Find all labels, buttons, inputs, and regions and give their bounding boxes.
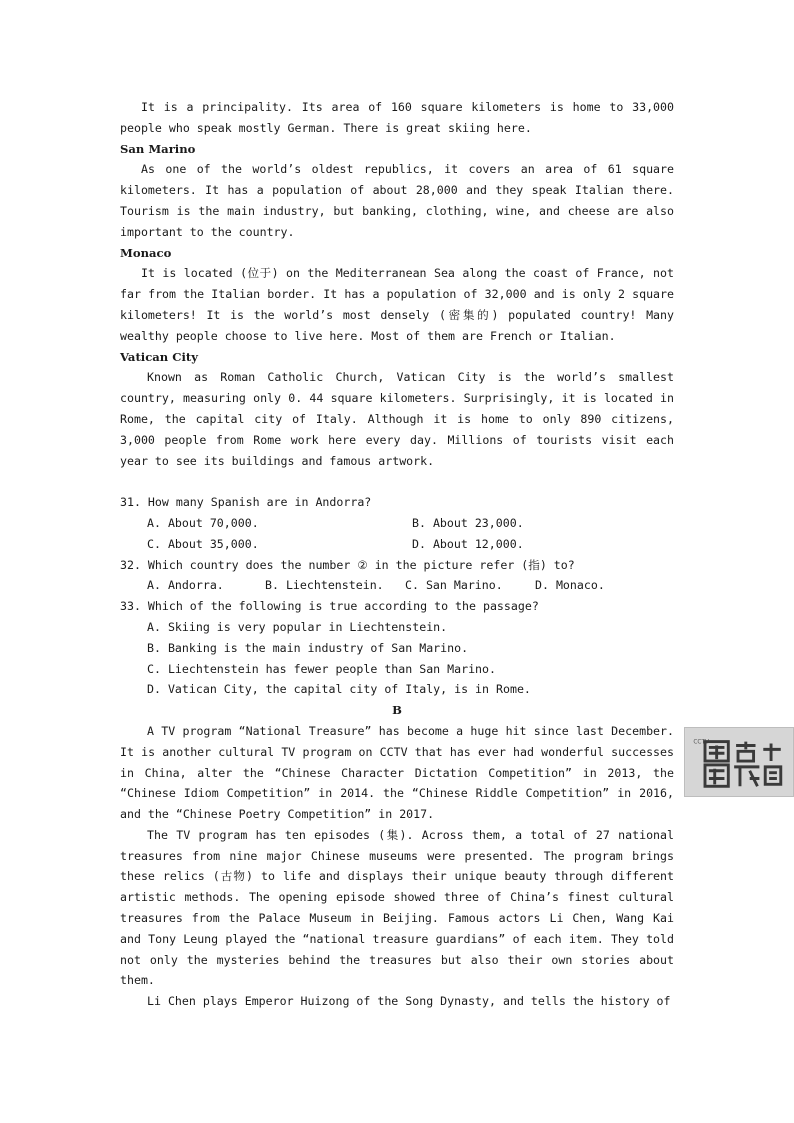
svg-text:CCTV: CCTV: [693, 739, 709, 746]
option: C. San Marino.: [405, 578, 503, 593]
option: A. About 70,000.: [147, 515, 259, 530]
question-32: 32. Which country does the number ② in the picture refer (指) to?: [120, 557, 575, 572]
option: A. Andorra.: [147, 578, 224, 593]
monaco-paragraph: It is located (位于) on the Mediterranean Sea along the coast of France, not far from the Italian border. It has a population of 32,000 and is only 2 square kilometers! It is the world’s most densely (密集的) populated country! Many wealthy people choose to live here. Most of them are French or Italian.: [120, 266, 674, 343]
option: D. About 12,000.: [412, 536, 524, 551]
option: D. Monaco.: [535, 578, 605, 593]
san-marino-paragraph: As one of the world’s oldest republics, it covers an area of 61 square kilometers. It has a population of about 28,000 and they speak Italian there. Tourism is the main industry, but banking, clothing, wine, and cheese are also important to the country.: [120, 162, 674, 239]
option: B. Liechtenstein.: [265, 578, 384, 593]
section-b-paragraph-3: Li Chen plays Emperor Huizong of the Song Dynasty, and tells the history of: [147, 994, 671, 1009]
national-treasure-logo-image: [684, 727, 794, 797]
question-33: 33. Which of the following is true according to the passage?: [120, 599, 539, 614]
option: A. Skiing is very popular in Liechtenstein.: [147, 619, 448, 634]
question-31-options-row1: [120, 513, 674, 534]
option: D. Vatican City, the capital city of Italy, is in Rome.: [147, 682, 531, 697]
question-31-options-row2: [120, 534, 674, 555]
question-32-options: [120, 575, 674, 596]
section-b-paragraph-1: A TV program “National Treasure” has become a huge hit since last December. It is another cultural TV program on CCTV that has ever had wonderful successes in China, alter the “Chinese Character Dictation Competition” in 2013, the “Chinese Idiom Competition” in 2014. the “Chinese Riddle Competition” in 2016, and the “Chinese Poetry Competition” in 2017.: [120, 723, 674, 822]
vatican-heading: Vatican City: [120, 349, 198, 364]
document-page: [120, 97, 674, 1012]
option: C. Liechtenstein has fewer people than San Marino.: [147, 661, 497, 676]
vatican-paragraph: Known as Roman Catholic Church, Vatican City is the world’s smallest country, measuring only 0. 44 square kilometers. Surprisingly, it is located in Rome, the capital city of Italy. Although it is home to only 890 citizens, 3,000 people from Rome work here every day. Millions of tourists visit each year to see its buildings and famous artwork.: [120, 370, 674, 468]
option: B. About 23,000.: [412, 515, 524, 530]
section-b-label: B: [392, 703, 402, 718]
question-31: 31. How many Spanish are in Andorra?: [120, 495, 372, 510]
option: B. Banking is the main industry of San Marino.: [147, 640, 469, 655]
san-marino-heading: San Marino: [120, 141, 196, 156]
option: C. About 35,000.: [147, 536, 259, 551]
section-b-paragraph-2: The TV program has ten episodes (集). Across them, a total of 27 national treasures from nine major Chinese museums were presented. The program brings these relics (古物) to life and displays their unique beauty through different artistic methods. The opening episode showed three of China’s finest cultural treasures from the Palace Museum in Beijing. Famous actors Li Chen, Wang Kai and Tony Leung played the “national treasure guardians” of each item. They told not only the mysteries behind the treasures but also their own stories about them.: [120, 827, 674, 988]
andorra-paragraph: It is a principality. Its area of 160 square kilometers is home to 33,000 people who speak mostly German. There is great skiing here.: [120, 100, 674, 135]
monaco-heading: Monaco: [120, 245, 172, 260]
spacer: [120, 471, 674, 492]
seal-icon: [685, 728, 793, 796]
